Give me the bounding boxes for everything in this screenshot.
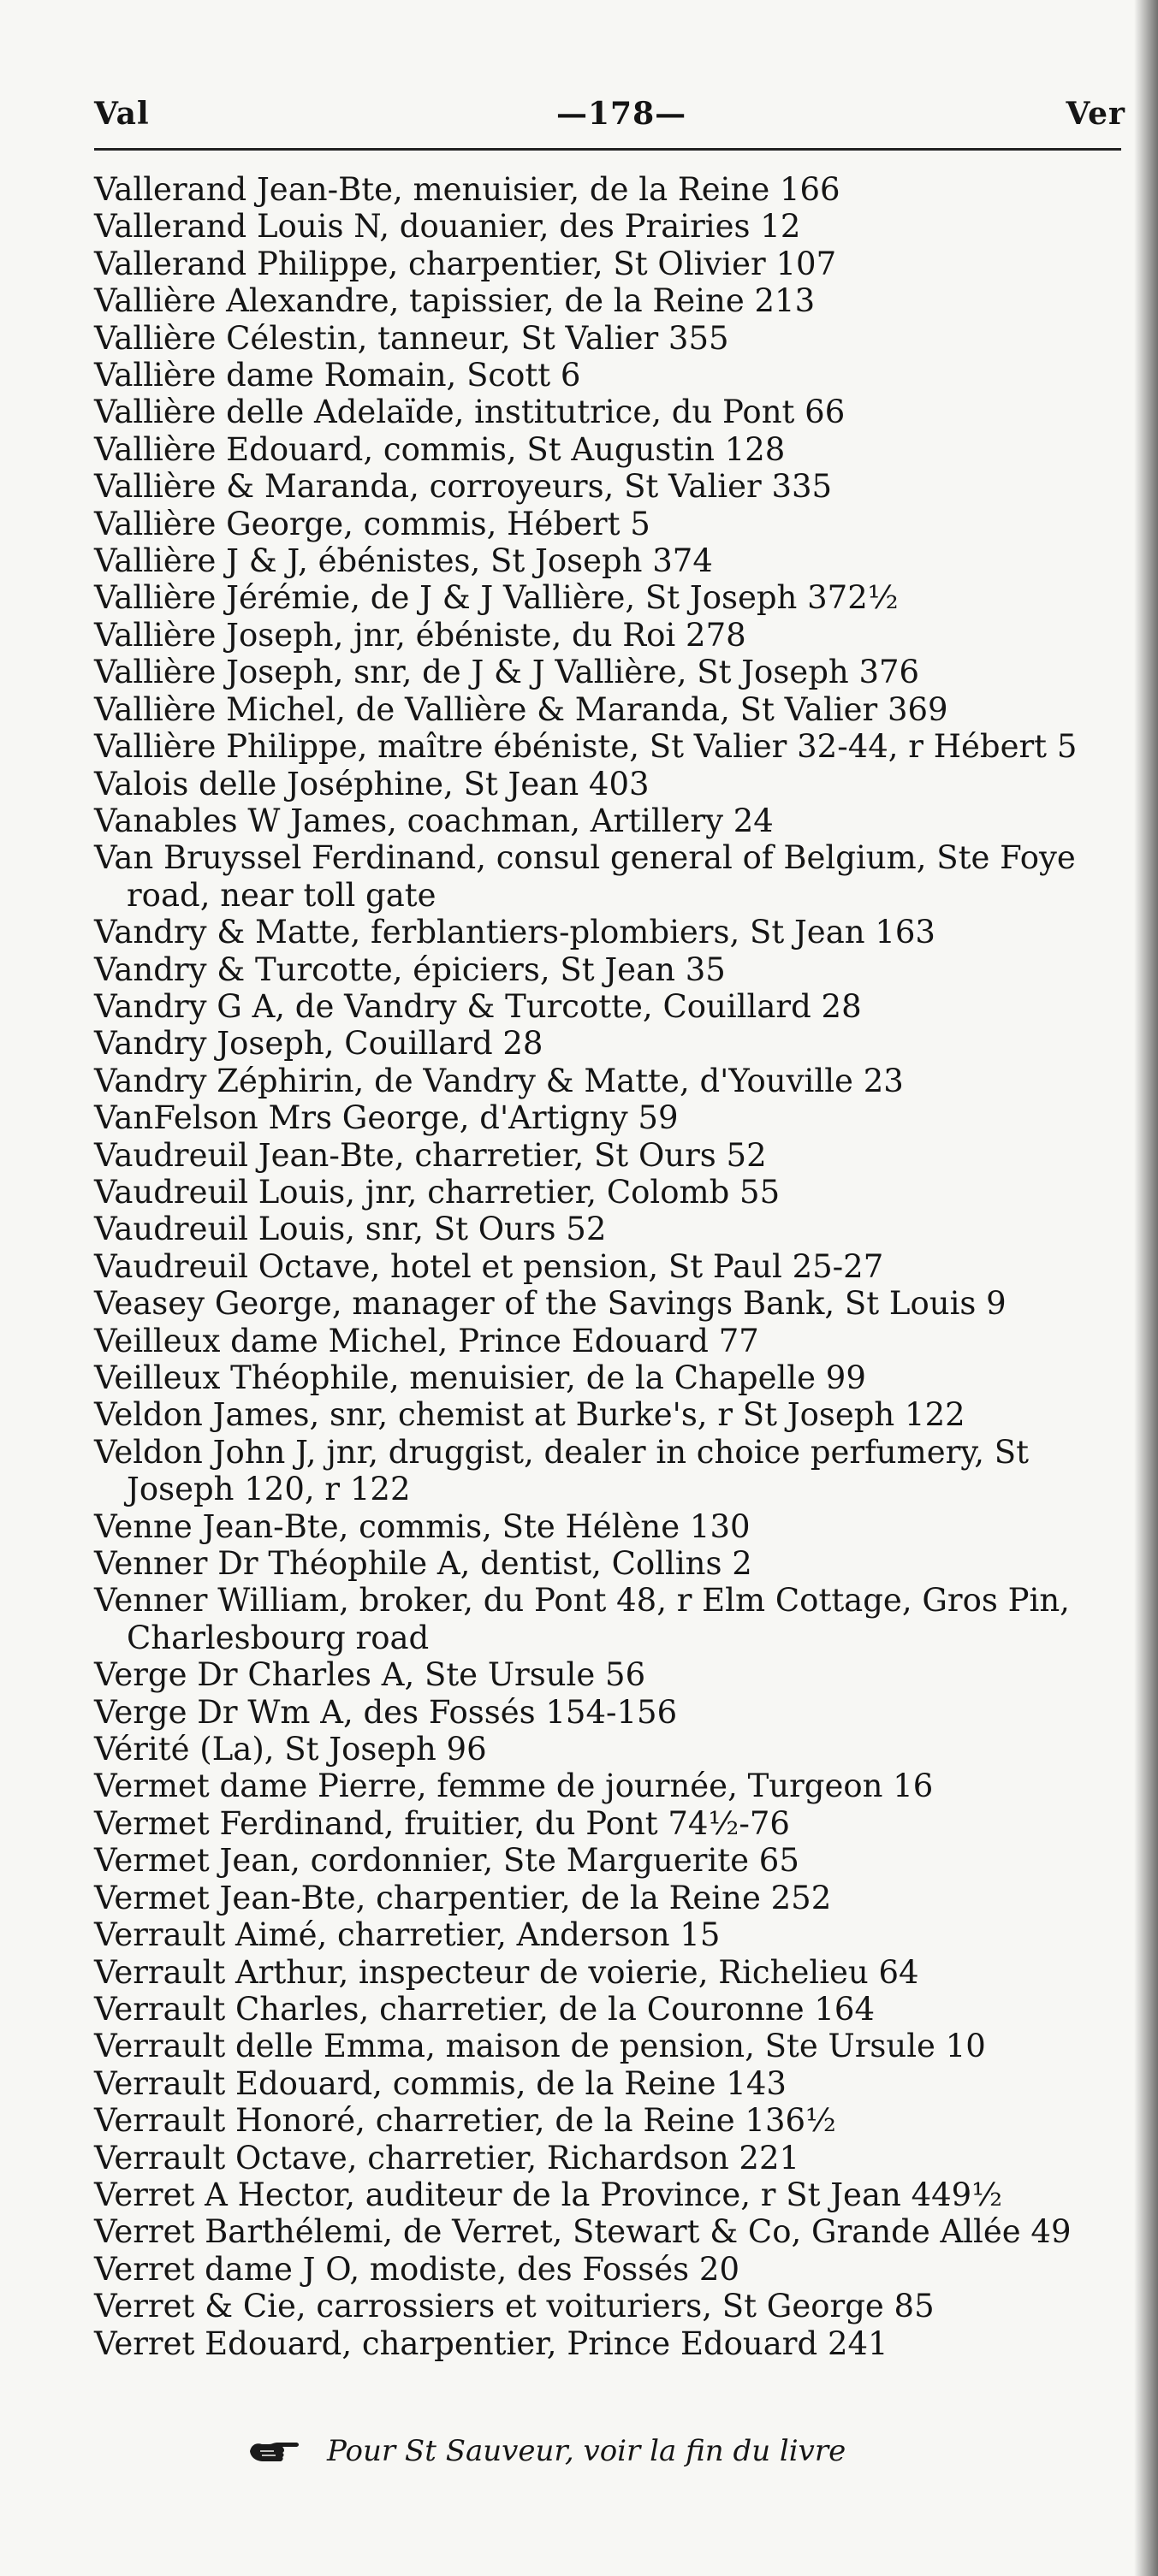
directory-entry: Vandry Zéphirin, de Vandry & Matte, d'Youville 23	[94, 1062, 904, 1099]
directory-entry: Verrault Arthur, inspecteur de voierie, Richelieu 64	[94, 1953, 919, 1991]
directory-entry: Veilleux Théophile, menuisier, de la Chapelle 99	[94, 1359, 866, 1396]
directory-entry: Vallerand Louis N, douanier, des Prairies 12	[94, 208, 801, 246]
directory-entry: Veasey George, manager of the Savings Bank, St Louis 9	[94, 1285, 1007, 1323]
directory-entry: Verrault Charles, charretier, de la Couronne 164	[94, 1990, 876, 2028]
directory-entry: Vallière & Maranda, corroyeurs, St Valier 335	[94, 468, 833, 506]
directory-entry: Vallerand Philippe, charpentier, St Olivier 107	[94, 245, 837, 282]
directory-entry: Vermet Jean-Bte, charpentier, de la Reine 252	[94, 1879, 832, 1916]
page-edge-shadow	[1134, 0, 1158, 2576]
directory-entry: Vallière Michel, de Vallière & Maranda, St Valier 369	[94, 690, 948, 728]
header-right-guide: Ver	[1066, 96, 1125, 132]
directory-entry: Verrault delle Emma, maison de pension, Ste Ursule 10	[94, 2028, 986, 2065]
directory-entry: Verret dame J O, modiste, des Fossés 20	[94, 2250, 740, 2288]
directory-entry: Verge Dr Wm A, des Fossés 154-156	[94, 1693, 678, 1731]
directory-entry: Vallière delle Adelaïde, institutrice, du Pont 66	[94, 394, 846, 431]
directory-entry: Vandry & Matte, ferblantiers-plombiers, St Jean 163	[94, 914, 935, 951]
directory-entry: Verret Barthélemi, de Verret, Stewart & Co, Grande Allée 49	[94, 2213, 1072, 2251]
directory-entry: Vaudreuil Louis, jnr, charretier, Colomb 55	[94, 1173, 781, 1211]
directory-entry: Valois delle Joséphine, St Jean 403	[94, 765, 650, 802]
directory-entry: Vallière Joseph, jnr, ébéniste, du Roi 278	[94, 616, 746, 654]
directory-entry: Vallière George, commis, Hébert 5	[94, 505, 650, 542]
directory-entry: Vallerand Jean-Bte, menuisier, de la Reine 166	[94, 171, 840, 208]
directory-entry: Vermet dame Pierre, femme de journée, Turgeon 16	[94, 1768, 934, 1805]
directory-entry: VanFelson Mrs George, d'Artigny 59	[94, 1099, 679, 1137]
directory-entry: Vallière Célestin, tanneur, St Valier 355	[94, 319, 729, 357]
directory-entry: Verret & Cie, carrossiers et voituriers, St George 85	[94, 2288, 935, 2325]
directory-entry: Vallière J & J, ébénistes, St Joseph 374	[94, 542, 713, 580]
directory-entry: Vandry & Turcotte, épiciers, St Jean 35	[94, 950, 726, 988]
directory-entry: Verret A Hector, auditeur de la Province, r St Jean 449½	[94, 2176, 1003, 2213]
directory-entry: Van Bruyssel Ferdinand, consul general of Belgium, Ste Foye road, near toll gate	[94, 839, 1076, 914]
directory-entry: Vallière dame Romain, Scott 6	[94, 357, 581, 394]
directory-entry: Verrault Edouard, commis, de la Reine 143	[94, 2064, 787, 2102]
page-footer-note	[248, 2425, 1018, 2477]
directory-entry: Venner Dr Théophile A, dentist, Collins 2	[94, 1545, 752, 1583]
directory-entry: Verrault Aimé, charretier, Anderson 15	[94, 1916, 721, 1954]
directory-entry: Vallière Jérémie, de J & J Vallière, St Joseph 372½	[94, 579, 899, 617]
directory-entry: Veldon James, snr, chemist at Burke's, r St Joseph 122	[94, 1396, 965, 1434]
directory-entry: Vanables W James, coachman, Artillery 24	[94, 802, 774, 839]
header-rule	[94, 148, 1121, 151]
directory-entry: Vaudreuil Jean-Bte, charretier, St Ours 52	[94, 1136, 767, 1174]
directory-entry: Venne Jean-Bte, commis, Ste Hélène 130	[94, 1507, 751, 1545]
directory-entry: Vallière Philippe, maître ébéniste, St Valier 32-44, r Hébert 5	[94, 728, 1078, 766]
directory-entry: Vérité (La), St Joseph 96	[94, 1731, 487, 1768]
directory-entry: Vandry G A, de Vandry & Turcotte, Couillard 28	[94, 987, 862, 1025]
page-header	[94, 84, 1125, 144]
directory-entry: Verrault Honoré, charretier, de la Reine 136½	[94, 2102, 836, 2140]
directory-entry: Vallière Joseph, snr, de J & J Vallière, St Joseph 376	[94, 654, 920, 691]
directory-entry: Vallière Alexandre, tapissier, de la Reine 213	[94, 282, 816, 320]
directory-entry: Vaudreuil Louis, snr, St Ours 52	[94, 1211, 607, 1248]
directory-entry: Vaudreuil Octave, hotel et pension, St Paul 25-27	[94, 1247, 884, 1285]
directory-entry: Vallière Edouard, commis, St Augustin 128	[94, 430, 786, 468]
directory-entry: Vandry Joseph, Couillard 28	[94, 1025, 543, 1063]
pointing-hand-icon	[248, 2437, 301, 2465]
footer-text: Pour St Sauveur, voir la fin du livre	[327, 2434, 846, 2468]
directory-entry: Verge Dr Charles A, Ste Ursule 56	[94, 1656, 646, 1694]
directory-entries	[94, 171, 1130, 2362]
directory-entry: Veilleux dame Michel, Prince Edouard 77	[94, 1322, 759, 1359]
directory-entry: Vermet Ferdinand, fruitier, du Pont 74½-76	[94, 1804, 790, 1842]
directory-entry: Verrault Octave, charretier, Richardson 221	[94, 2139, 800, 2176]
directory-entry: Venner William, broker, du Pont 48, r Elm Cottage, Gros Pin, Charlesbourg road	[94, 1582, 1070, 1656]
directory-entry: Verret Edouard, charpentier, Prince Edouard 241	[94, 2324, 888, 2362]
page-number: —178—	[556, 96, 687, 132]
directory-entry: Veldon John J, jnr, druggist, dealer in choice perfumery, St Joseph 120, r 122	[94, 1433, 1030, 1508]
header-left-guide: Val	[94, 96, 150, 132]
directory-entry: Vermet Jean, cordonnier, Ste Marguerite 65	[94, 1842, 799, 1880]
